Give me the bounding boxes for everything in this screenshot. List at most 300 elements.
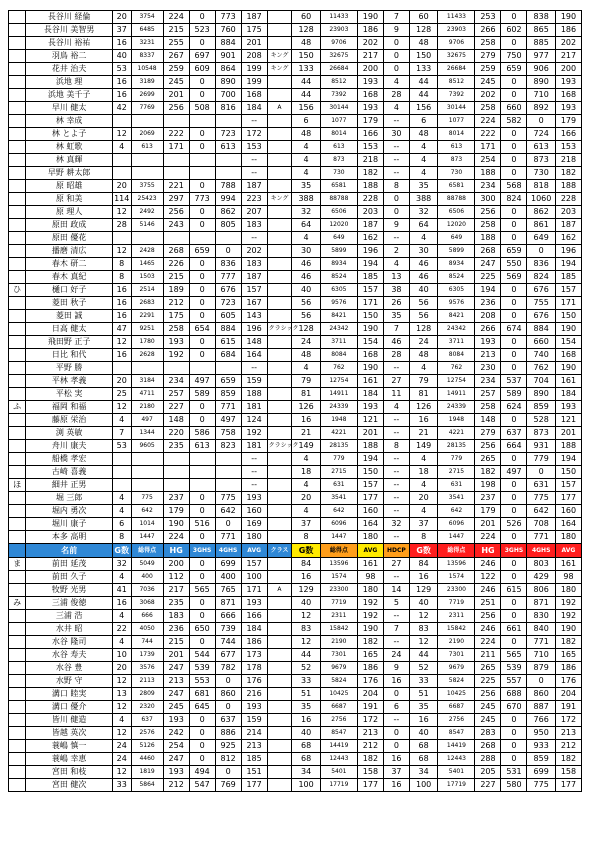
score-cell: --: [241, 466, 267, 479]
score-cell: 0: [501, 128, 527, 141]
score-cell: 779: [320, 453, 357, 466]
score-cell: 172: [241, 128, 267, 141]
score-cell: 157: [555, 479, 581, 492]
player-name-cell: 播磨 清広: [26, 245, 113, 258]
score-cell: [267, 349, 292, 362]
column-header-cell: 4GHS: [527, 544, 555, 558]
score-cell: 4460: [131, 753, 163, 766]
score-cell: [267, 610, 292, 623]
score-cell: 0: [215, 701, 241, 714]
score-cell: 650: [189, 623, 215, 636]
score-cell: 7392: [438, 89, 475, 102]
score-cell: [267, 531, 292, 544]
score-cell: 157: [555, 284, 581, 297]
score-cell: 182: [357, 753, 383, 766]
score-cell: 699: [215, 558, 241, 571]
score-cell: 157: [241, 558, 267, 571]
score-cell: 803: [527, 558, 555, 571]
score-cell: 46: [292, 258, 320, 271]
player-name-cell: 水谷 豊: [26, 662, 113, 675]
score-cell: 23300: [320, 584, 357, 597]
kana-index-cell: [9, 636, 26, 649]
score-cell: 166: [555, 128, 581, 141]
score-cell: 0: [501, 154, 527, 167]
score-cell: 0: [501, 11, 527, 24]
score-cell: [267, 688, 292, 701]
player-name-cell: 林 とよ子: [26, 128, 113, 141]
score-cell: 2576: [131, 727, 163, 740]
score-cell: 0: [189, 206, 215, 219]
score-cell: 154: [555, 336, 581, 349]
score-cell: 699: [527, 766, 555, 779]
score-cell: 256: [475, 440, 501, 453]
score-cell: 861: [527, 219, 555, 232]
score-cell: 862: [527, 206, 555, 219]
score-cell: 2311: [320, 610, 357, 623]
score-cell: 46: [292, 271, 320, 284]
score-cell: 860: [527, 688, 555, 701]
score-cell: 557: [501, 675, 527, 688]
score-cell: 950: [527, 727, 555, 740]
score-cell: 46: [383, 336, 409, 349]
player-name-cell: 飛田野 正子: [26, 336, 113, 349]
score-cell: 762: [527, 362, 555, 375]
score-cell: 497: [215, 414, 241, 427]
score-cell: 204: [357, 688, 383, 701]
score-cell: 30: [292, 245, 320, 258]
score-cell: [267, 271, 292, 284]
score-cell: 0: [501, 727, 527, 740]
score-cell: 247: [163, 688, 189, 701]
score-cell: 186: [241, 636, 267, 649]
score-cell: 666: [215, 610, 241, 623]
score-cell: 217: [163, 584, 189, 597]
score-cell: 0: [501, 76, 527, 89]
score-cell: --: [383, 427, 409, 440]
score-cell: 24: [112, 740, 131, 753]
score-cell: 32: [409, 206, 437, 219]
score-cell: 0: [189, 219, 215, 232]
score-cell: [131, 154, 163, 167]
score-cell: 681: [189, 688, 215, 701]
score-cell: 859: [527, 753, 555, 766]
score-cell: 199: [241, 76, 267, 89]
score-cell: 0: [189, 297, 215, 310]
score-cell: クラシック: [267, 323, 292, 336]
player-name-cell: 平野 勝: [26, 362, 113, 375]
score-cell: 13596: [320, 558, 357, 571]
score-cell: 0: [215, 675, 241, 688]
score-cell: 30144: [438, 102, 475, 115]
table-row: [9, 154, 582, 167]
score-cell: [267, 714, 292, 727]
score-cell: 166: [241, 610, 267, 623]
score-cell: 782: [215, 662, 241, 675]
table-row: [9, 24, 582, 37]
score-cell: 7719: [438, 597, 475, 610]
score-cell: 129: [292, 584, 320, 597]
score-cell: 32675: [320, 50, 357, 63]
score-cell: 224: [163, 11, 189, 24]
score-cell: 184: [357, 388, 383, 401]
column-header-cell: 総得点: [320, 544, 357, 558]
kana-index-cell: [9, 76, 26, 89]
score-cell: 8: [409, 531, 437, 544]
score-cell: --: [241, 154, 267, 167]
score-cell: 200: [357, 63, 383, 76]
score-cell: [267, 76, 292, 89]
score-cell: 177: [357, 492, 383, 505]
score-cell: 7392: [320, 89, 357, 102]
table-row: [9, 180, 582, 193]
score-cell: [215, 167, 241, 180]
score-cell: 4050: [131, 623, 163, 636]
kana-index-cell: [9, 245, 26, 258]
score-cell: 12443: [320, 753, 357, 766]
score-cell: 191: [555, 701, 581, 714]
score-cell: 153: [357, 141, 383, 154]
score-cell: 169: [241, 518, 267, 531]
score-cell: 659: [501, 245, 527, 258]
score-cell: 8: [112, 271, 131, 284]
kana-index-cell: [9, 662, 26, 675]
score-cell: 190: [555, 362, 581, 375]
score-cell: 565: [501, 649, 527, 662]
score-cell: 258: [475, 37, 501, 50]
score-cell: 0: [501, 141, 527, 154]
score-cell: --: [383, 453, 409, 466]
score-cell: 188: [357, 440, 383, 453]
score-cell: 3711: [438, 336, 475, 349]
score-cell: 176: [357, 675, 383, 688]
score-cell: 258: [475, 401, 501, 414]
kana-index-cell: [9, 128, 26, 141]
score-cell: [215, 466, 241, 479]
score-cell: 906: [527, 63, 555, 76]
score-cell: [163, 154, 189, 167]
table-row: [9, 115, 582, 128]
score-cell: 171: [241, 584, 267, 597]
player-name-cell: 蓑嶋 幸恵: [26, 753, 113, 766]
column-header-cell: AVG: [241, 544, 267, 558]
score-cell: 4: [292, 453, 320, 466]
score-cell: 98: [357, 571, 383, 584]
score-cell: 202: [357, 37, 383, 50]
score-cell: 259: [163, 63, 189, 76]
score-cell: 4: [292, 479, 320, 492]
score-cell: 0: [189, 11, 215, 24]
score-cell: 12: [112, 701, 131, 714]
score-cell: 3189: [131, 76, 163, 89]
score-cell: [267, 89, 292, 102]
kana-index-cell: [9, 24, 26, 37]
score-cell: 8337: [131, 50, 163, 63]
score-cell: [112, 362, 131, 375]
score-cell: 52: [409, 662, 437, 675]
kana-index-cell: [9, 271, 26, 284]
table-row: [9, 688, 582, 701]
score-cell: 388: [409, 193, 437, 206]
score-cell: 48: [292, 128, 320, 141]
score-cell: 739: [215, 623, 241, 636]
kana-index-cell: ひ: [9, 284, 26, 297]
score-cell: 10548: [131, 63, 163, 76]
score-cell: 4: [112, 610, 131, 623]
score-cell: 48: [292, 349, 320, 362]
score-cell: 159: [241, 375, 267, 388]
player-name-cell: 日高 健太: [26, 323, 113, 336]
score-cell: 4: [112, 571, 131, 584]
kana-index-cell: [9, 206, 26, 219]
score-cell: 0: [215, 245, 241, 258]
score-cell: 143: [241, 310, 267, 323]
score-cell: 161: [357, 558, 383, 571]
score-cell: 388: [292, 193, 320, 206]
score-cell: 208: [241, 50, 267, 63]
score-cell: 128: [409, 24, 437, 37]
score-cell: 497: [189, 375, 215, 388]
score-cell: 171: [555, 297, 581, 310]
score-cell: 5126: [131, 740, 163, 753]
score-cell: 12: [112, 401, 131, 414]
table-row: [9, 662, 582, 675]
score-cell: 237: [163, 492, 189, 505]
score-cell: 642: [527, 505, 555, 518]
player-name-cell: 早川 健太: [26, 102, 113, 115]
score-cell: 0: [189, 610, 215, 623]
score-cell: [131, 232, 163, 245]
score-cell: 212: [555, 740, 581, 753]
score-cell: 2756: [438, 714, 475, 727]
score-cell: 2291: [131, 310, 163, 323]
score-cell: 0: [189, 76, 215, 89]
score-cell: 824: [501, 193, 527, 206]
score-cell: [267, 427, 292, 440]
score-cell: 2428: [131, 245, 163, 258]
score-cell: 246: [475, 558, 501, 571]
score-cell: [267, 258, 292, 271]
score-cell: 9: [383, 662, 409, 675]
score-cell: 216: [241, 688, 267, 701]
score-cell: 0: [501, 414, 527, 427]
score-cell: --: [241, 167, 267, 180]
score-cell: 68: [292, 740, 320, 753]
score-cell: 150: [292, 50, 320, 63]
score-cell: 723: [215, 128, 241, 141]
score-cell: 83: [409, 623, 437, 636]
score-cell: 27: [383, 558, 409, 571]
score-cell: 297: [163, 193, 189, 206]
score-cell: 724: [527, 128, 555, 141]
score-cell: [131, 466, 163, 479]
score-cell: 0: [189, 349, 215, 362]
score-cell: [267, 636, 292, 649]
score-cell: 218: [555, 154, 581, 167]
score-cell: 773: [189, 193, 215, 206]
kana-index-cell: [9, 336, 26, 349]
score-cell: 150: [409, 50, 437, 63]
score-cell: 157: [357, 479, 383, 492]
score-cell: 188: [475, 232, 501, 245]
score-cell: 0: [383, 727, 409, 740]
score-cell: 196: [357, 245, 383, 258]
table-row: [9, 388, 582, 401]
score-cell: 221: [163, 180, 189, 193]
player-name-cell: 水野 守: [26, 675, 113, 688]
score-cell: 40: [409, 727, 437, 740]
score-cell: 1077: [320, 115, 357, 128]
score-cell: --: [383, 414, 409, 427]
player-name-cell: 溝口 睦実: [26, 688, 113, 701]
score-cell: 79: [409, 375, 437, 388]
kana-index-cell: [9, 649, 26, 662]
score-cell: 20: [112, 180, 131, 193]
kana-index-cell: [9, 63, 26, 76]
score-cell: 4: [292, 154, 320, 167]
score-cell: 4: [112, 714, 131, 727]
score-cell: 23903: [438, 24, 475, 37]
score-cell: 3711: [320, 336, 357, 349]
score-cell: 676: [215, 284, 241, 297]
kana-index-cell: [9, 610, 26, 623]
score-cell: 157: [357, 284, 383, 297]
score-cell: 193: [475, 336, 501, 349]
kana-index-cell: [9, 714, 26, 727]
score-cell: 114: [112, 193, 131, 206]
score-cell: 220: [163, 427, 189, 440]
score-cell: 0: [501, 492, 527, 505]
score-cell: 642: [131, 505, 163, 518]
kana-index-cell: [9, 310, 26, 323]
score-cell: 5899: [320, 245, 357, 258]
score-cell: 190: [163, 518, 189, 531]
score-cell: 6: [383, 701, 409, 714]
score-cell: 4: [292, 232, 320, 245]
player-name-cell: 原 昭雄: [26, 180, 113, 193]
score-cell: 0: [501, 453, 527, 466]
score-cell: 182: [357, 636, 383, 649]
score-cell: [267, 466, 292, 479]
score-cell: 40: [292, 727, 320, 740]
score-cell: 20: [112, 375, 131, 388]
score-cell: 4: [383, 76, 409, 89]
score-cell: 180: [555, 531, 581, 544]
score-cell: [215, 479, 241, 492]
score-cell: 183: [241, 258, 267, 271]
score-cell: 750: [501, 50, 527, 63]
score-cell: 186: [555, 662, 581, 675]
score-cell: 4: [409, 505, 437, 518]
score-cell: 44: [292, 649, 320, 662]
kana-index-cell: [9, 180, 26, 193]
score-cell: 44: [292, 89, 320, 102]
table-row: [9, 518, 582, 531]
score-cell: 994: [215, 193, 241, 206]
score-cell: 193: [555, 76, 581, 89]
kana-index-cell: み: [9, 597, 26, 610]
score-cell: 0: [501, 558, 527, 571]
score-cell: 267: [163, 50, 189, 63]
score-cell: 765: [215, 584, 241, 597]
table-row: [9, 323, 582, 336]
score-cell: 256: [163, 206, 189, 219]
score-cell: 185: [357, 271, 383, 284]
score-cell: 586: [189, 427, 215, 440]
score-cell: 228: [555, 193, 581, 206]
score-cell: 81: [409, 388, 437, 401]
score-cell: 6687: [438, 701, 475, 714]
score-cell: 215: [163, 271, 189, 284]
score-cell: 1739: [131, 649, 163, 662]
score-cell: 1574: [320, 571, 357, 584]
score-cell: 28: [383, 349, 409, 362]
score-cell: 247: [163, 753, 189, 766]
score-cell: 193: [163, 336, 189, 349]
score-cell: 676: [527, 310, 555, 323]
score-cell: 46: [409, 258, 437, 271]
score-cell: 676: [527, 284, 555, 297]
score-cell: 508: [189, 102, 215, 115]
player-name-cell: 皆越 英次: [26, 727, 113, 740]
score-cell: 805: [215, 219, 241, 232]
score-cell: 28: [383, 89, 409, 102]
score-cell: 4711: [131, 388, 163, 401]
score-cell: 156: [409, 102, 437, 115]
score-cell: 779: [438, 453, 475, 466]
score-cell: 23903: [320, 24, 357, 37]
score-cell: 193: [163, 714, 189, 727]
score-cell: 0: [189, 531, 215, 544]
score-cell: --: [383, 232, 409, 245]
score-cell: 256: [475, 206, 501, 219]
score-cell: --: [383, 636, 409, 649]
score-cell: 150: [555, 310, 581, 323]
score-cell: 184: [241, 623, 267, 636]
kana-index-cell: [9, 37, 26, 50]
table-row: [9, 414, 582, 427]
score-cell: 775: [215, 492, 241, 505]
score-cell: 128: [292, 24, 320, 37]
score-cell: 56: [409, 297, 437, 310]
score-cell: --: [241, 232, 267, 245]
player-name-cell: 細井 正男: [26, 479, 113, 492]
score-cell: 190: [357, 362, 383, 375]
score-cell: 48: [409, 128, 437, 141]
score-cell: 185: [555, 271, 581, 284]
score-cell: 246: [475, 584, 501, 597]
score-cell: 187: [241, 180, 267, 193]
score-cell: 677: [215, 649, 241, 662]
score-cell: 637: [501, 427, 527, 440]
score-cell: 6581: [320, 180, 357, 193]
score-cell: A: [267, 584, 292, 597]
table-row: [9, 310, 582, 323]
score-cell: 0: [527, 115, 555, 128]
score-cell: 5146: [131, 219, 163, 232]
score-cell: [189, 167, 215, 180]
score-cell: 9251: [131, 323, 163, 336]
score-cell: 816: [215, 102, 241, 115]
score-cell: 771: [215, 401, 241, 414]
score-cell: 150: [555, 466, 581, 479]
score-cell: 16: [112, 597, 131, 610]
kana-index-cell: [9, 154, 26, 167]
score-cell: 165: [357, 649, 383, 662]
score-cell: [112, 479, 131, 492]
score-cell: 16: [112, 76, 131, 89]
score-cell: 201: [357, 427, 383, 440]
score-cell: 2492: [131, 206, 163, 219]
